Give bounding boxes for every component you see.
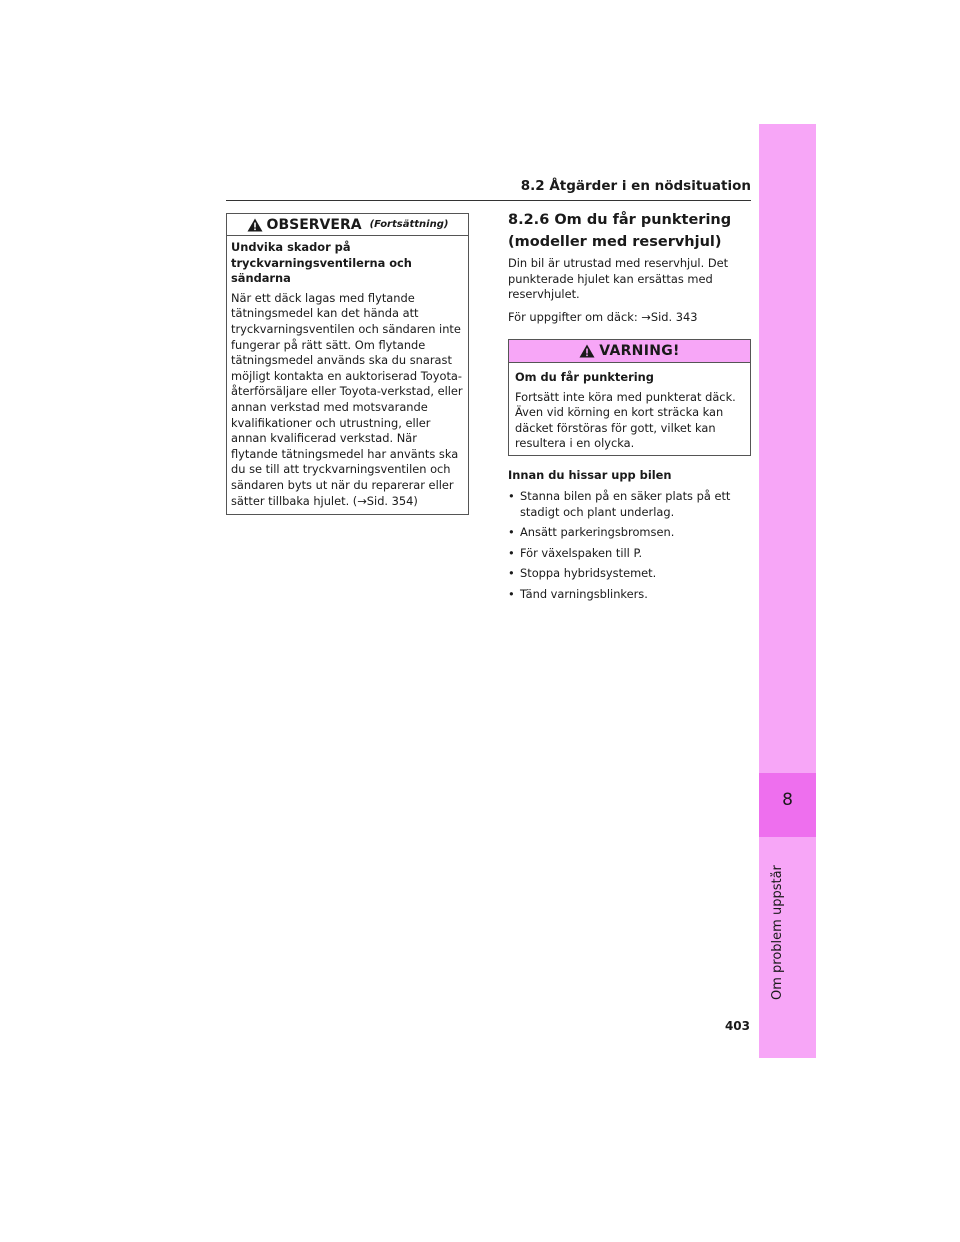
warning-title: VARNING! <box>599 343 680 359</box>
before-lifting-list <box>508 489 751 608</box>
list-item: • För växelspaken till P. <box>508 546 751 562</box>
warning-triangle-icon <box>247 218 263 232</box>
section-intro: Din bil är utrustad med reservhjul. Det punkterade hjulet kan ersättas med reservhjulet. <box>508 256 729 302</box>
warning-header <box>509 340 750 363</box>
tires-reference[interactable]: För uppgifter om däck: →Sid. 343 <box>508 310 698 324</box>
notice-title: OBSERVERA <box>266 216 362 233</box>
notice-text: När ett däck lagas med flytande tätningsmedel kan det hända att tryckvarningsventilen och sändaren inte fungerar på rätt sätt. Om flytande tätningsmedel används ska du snarast möjligt kontakta en auktoriserad Toyota-återförsäljare eller Toyota-verkstad, eller annan verkstad med motsvarande kvalifikationer och utrustning, eller annan kvalificerad verkstad. När flytande tätningsmedel har använts ska du se till att tryckvarningsventilen och sändaren byts ut när du reparerar eller sätter tillbaka hjulet. (→Sid. 354) <box>231 290 463 508</box>
page-number: 403 <box>724 1019 750 1033</box>
warning-text: Fortsätt inte köra med punkterat däck. Även vid körning en kort sträcka kan däcket förstöras för gott, vilket kan resultera i en olycka. <box>515 389 736 451</box>
notice-header <box>227 214 468 236</box>
warning-box <box>508 339 751 456</box>
chapter-title: Om problem uppstår <box>770 865 785 1000</box>
warning-triangle-icon <box>579 344 595 358</box>
warning-heading: Om du får punktering <box>515 370 654 384</box>
chapter-number: 8 <box>782 790 793 810</box>
list-item: • Tänd varningsblinkers. <box>508 587 751 603</box>
notice-subtitle: (Fortsättning) <box>369 219 449 230</box>
warning-body <box>509 363 750 452</box>
running-header: 8.2 Åtgärder i en nödsituation <box>520 178 751 194</box>
header-rule <box>226 200 751 201</box>
list-item: • Stoppa hybridsystemet. <box>508 566 751 582</box>
section-title <box>508 209 751 253</box>
notice-heading: Undvika skador på tryckvarningsventilerna och sändarna <box>231 240 412 286</box>
before-lifting-heading: Innan du hissar upp bilen <box>508 468 672 482</box>
section-title-line2: (modeller med reservhjul) <box>508 234 722 250</box>
list-item: • Ansätt parkeringsbromsen. <box>508 525 751 541</box>
notice-body <box>227 236 468 509</box>
list-item: • Stanna bilen på en säker plats på ett stadigt och plant underlag. <box>508 489 751 520</box>
notice-box <box>226 213 469 515</box>
section-title-line1: 8.2.6 Om du får punktering <box>508 212 732 228</box>
